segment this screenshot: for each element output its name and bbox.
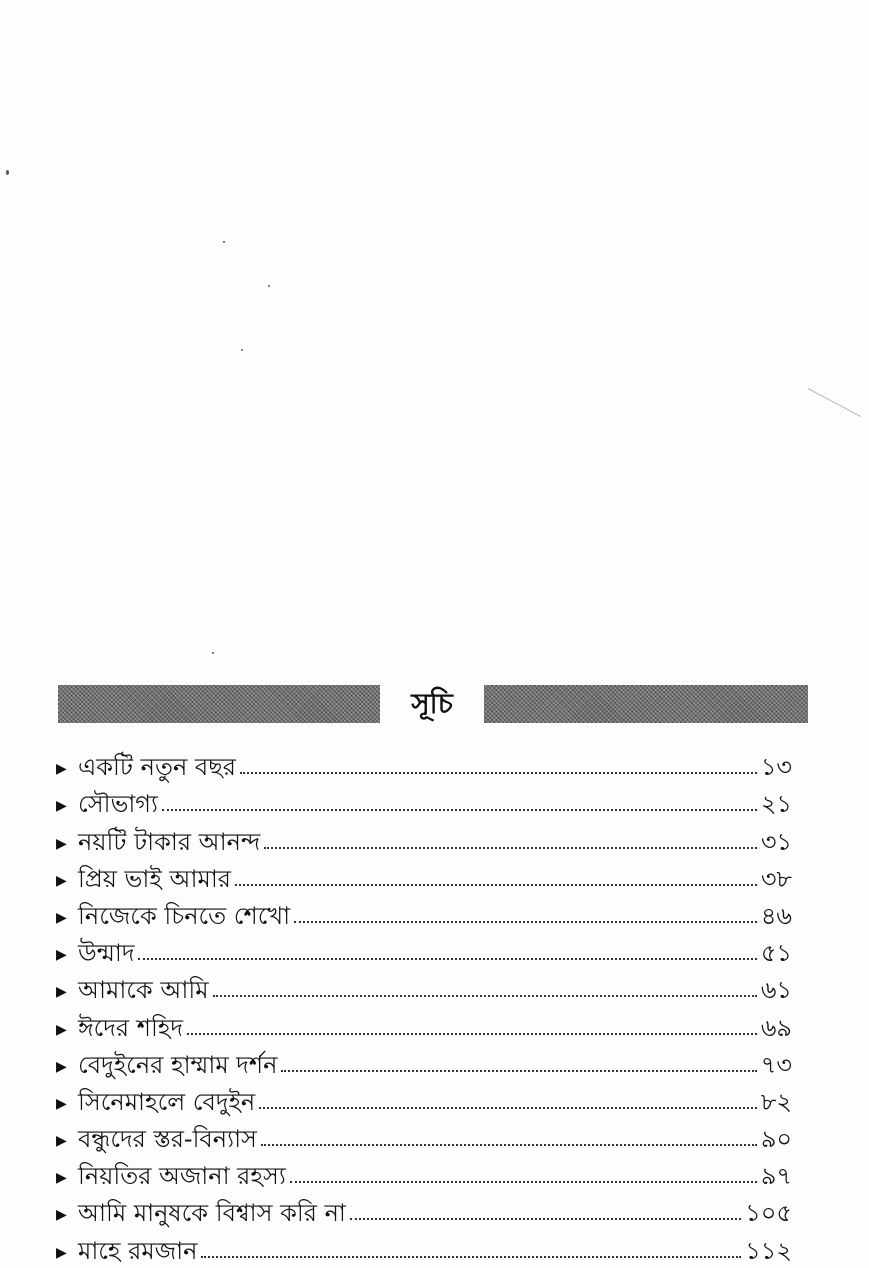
toc-entry-title: নিজেকে চিনতে শেখো [78, 901, 291, 930]
dot-leader [281, 1070, 756, 1072]
dot-leader [162, 809, 757, 811]
toc-header [58, 683, 808, 725]
toc-entry-page: ৪৬ [760, 901, 792, 930]
dot-leader [235, 884, 757, 886]
toc-entry-page: ৬৯ [760, 1013, 792, 1042]
header-shade-bar-left [58, 685, 380, 723]
dot-leader [294, 921, 757, 923]
toc-entry[interactable] [56, 1007, 792, 1044]
toc-entry[interactable] [56, 784, 792, 821]
toc-entry-title: প্রিয় ভাই আমার [78, 864, 231, 893]
toc-entry-page: ৫১ [760, 939, 792, 968]
toc-entry-page: ১১২ [745, 1236, 792, 1265]
dot-leader [138, 958, 756, 960]
toc-entry-title: ঈদের শহিদ [78, 1013, 184, 1042]
toc-entry-page: ৭৩ [760, 1050, 792, 1079]
bullet-triangle-icon: ▶ [56, 1021, 67, 1038]
toc-entry-title: মাহে রমজান [78, 1236, 198, 1265]
bullet-triangle-icon: ▶ [56, 835, 67, 852]
toc-entry-title: আমাকে আমি [78, 976, 209, 1005]
toc-list [56, 747, 792, 1268]
toc-entry[interactable] [56, 1045, 792, 1082]
toc-entry-page: ৩১ [760, 827, 792, 856]
toc-entry-page: ২১ [760, 790, 792, 819]
toc-entry-title: একটি নতুন বছর [78, 753, 237, 782]
bullet-triangle-icon: ▶ [56, 872, 67, 889]
bullet-triangle-icon: ▶ [56, 984, 67, 1001]
paper-speck [223, 241, 225, 243]
paper-speck [212, 652, 214, 654]
dot-leader [261, 1144, 757, 1146]
bullet-triangle-icon: ▶ [56, 1170, 67, 1187]
dot-leader [213, 995, 757, 997]
toc-entry[interactable] [56, 1119, 792, 1156]
toc-entry[interactable] [56, 859, 792, 896]
bullet-triangle-icon: ▶ [56, 798, 67, 815]
paper-speck [6, 170, 9, 175]
toc-entry-page: ৬১ [760, 976, 792, 1005]
toc-entry-title: বন্ধুদের স্তর-বিন্যাস [78, 1125, 257, 1154]
toc-entry-page: ৮২ [760, 1087, 792, 1116]
toc-entry-title: নিয়তির অজানা রহস্য [78, 1162, 286, 1191]
toc-entry-title: বেদুইনের হাম্মাম দর্শন [78, 1050, 278, 1079]
toc-entry[interactable] [56, 1230, 792, 1267]
toc-entry[interactable] [56, 821, 792, 858]
toc-entry-page: ৩৮ [760, 864, 792, 893]
toc-entry[interactable] [56, 1156, 792, 1193]
toc-entry-title: সিনেমাহলে বেদুইন [78, 1087, 256, 1116]
bullet-triangle-icon: ▶ [56, 1058, 67, 1075]
dot-leader [290, 1181, 757, 1183]
bullet-triangle-icon: ▶ [56, 909, 67, 926]
toc-entry[interactable] [56, 1193, 792, 1230]
toc-title: সূচি [411, 687, 453, 720]
toc-entry[interactable] [56, 896, 792, 933]
bullet-triangle-icon: ▶ [56, 1207, 67, 1224]
toc-entry[interactable] [56, 933, 792, 970]
dot-leader [350, 1218, 741, 1220]
dot-leader [240, 772, 757, 774]
bullet-triangle-icon: ▶ [56, 761, 67, 778]
toc-entry[interactable] [56, 747, 792, 784]
toc-entry-page: ১৩ [760, 753, 792, 782]
toc-entry-title: উন্মাদ [78, 939, 135, 968]
bullet-triangle-icon: ▶ [56, 1095, 67, 1112]
bullet-triangle-icon: ▶ [56, 1244, 67, 1261]
toc-entry-page: ১০৫ [745, 1199, 792, 1228]
paper-scratch [808, 388, 861, 417]
dot-leader [187, 1033, 757, 1035]
toc-entry-title: আমি মানুষকে বিশ্বাস করি না [78, 1199, 346, 1228]
bullet-triangle-icon: ▶ [56, 947, 67, 964]
toc-entry[interactable] [56, 970, 792, 1007]
toc-entry-title: সৌভাগ্য [78, 790, 158, 819]
toc-entry[interactable] [56, 1082, 792, 1119]
toc-entry-title: নয়টি টাকার আনন্দ [78, 827, 261, 856]
toc-entry-page: ৯০ [760, 1125, 792, 1154]
paper-speck [268, 285, 270, 287]
header-shade-bar-right [484, 685, 808, 723]
toc-entry-page: ৯৭ [760, 1162, 792, 1191]
bullet-triangle-icon: ▶ [56, 1133, 67, 1150]
paper-speck [241, 349, 243, 351]
dot-leader [259, 1107, 757, 1109]
dot-leader [264, 847, 757, 849]
